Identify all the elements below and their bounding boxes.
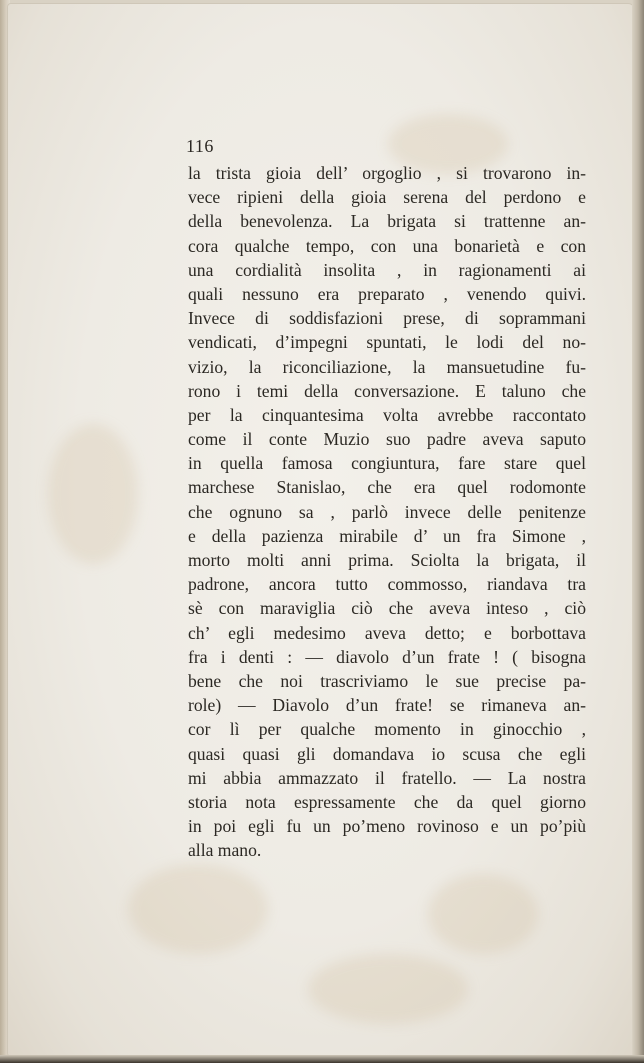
text-line: rono i temi della conversazione. E taluno che	[188, 380, 586, 401]
text-line: una cordialità insolita , in ragionamenti ai	[188, 259, 586, 280]
text-line: quali nessuno era preparato , venendo quivi.	[188, 283, 586, 304]
text-line: ch’ egli medesimo aveva detto; e borbottava	[188, 622, 586, 643]
text-line: in poi egli fu un po’meno rovinoso e un po’più	[188, 816, 586, 837]
text-line: bene che noi trascriviamo le sue precise pa-	[188, 670, 586, 691]
paper-stain	[128, 864, 268, 954]
text-line: quasi quasi gli domandava io scusa che egli	[188, 743, 586, 764]
paper-stain	[308, 954, 468, 1024]
text-line: padrone, ancora tutto commosso, riandava tra	[188, 574, 586, 595]
body-text	[188, 161, 586, 862]
text-line: sè con maraviglia ciò che aveva inteso , ciò	[188, 598, 586, 619]
text-line: che ognuno sa , parlò invece delle penitenze	[188, 501, 586, 522]
page-right-edge	[632, 0, 644, 1063]
text-line: Invece di soddisfazioni prese, di soprammani	[188, 308, 586, 329]
page-bottom-edge	[0, 1055, 644, 1063]
page-number: 116	[186, 136, 214, 156]
text-line: e della pazienza mirabile d’ un fra Simone ,	[188, 525, 586, 546]
paper-stain	[428, 874, 538, 954]
text-line: vizio, la riconciliazione, la mansuetudine fu-	[188, 356, 586, 377]
text-line: la trista gioia dell’ orgoglio , si trovarono in-	[188, 163, 586, 183]
text-line: in quella famosa congiuntura, fare stare quel	[188, 453, 586, 474]
text-line: cora qualche tempo, con una bonarietà e con	[188, 235, 586, 256]
text-line: come il conte Muzio suo padre aveva saputo	[188, 429, 586, 450]
text-line: vendicati, d’impegni spuntati, le lodi del no-	[188, 332, 586, 353]
text-line: morto molti anni prima. Sciolta la brigata, il	[188, 550, 586, 570]
text-line: cor lì per qualche momento in ginocchio ,	[188, 719, 586, 740]
text-line: vece ripieni della gioia serena del perdono e	[188, 187, 586, 208]
text-line: della benevolenza. La brigata si trattenne an-	[188, 211, 586, 232]
text-line: mi abbia ammazzato il fratello. — La nostra	[188, 767, 586, 788]
text-line: marchese Stanislao, che era quel rodomonte	[188, 477, 586, 498]
text-line: alla mano.	[188, 840, 262, 861]
text-line: role) — Diavolo d’un frate! se rimaneva an-	[188, 695, 586, 716]
text-line: fra i denti : — diavolo d’un frate ! ( bisogna	[188, 646, 586, 667]
text-line: per la cinquantesima volta avrebbe raccontato	[188, 404, 586, 425]
paper-stain	[48, 424, 138, 564]
text-line: storia nota espressamente che da quel giorno	[188, 791, 586, 812]
